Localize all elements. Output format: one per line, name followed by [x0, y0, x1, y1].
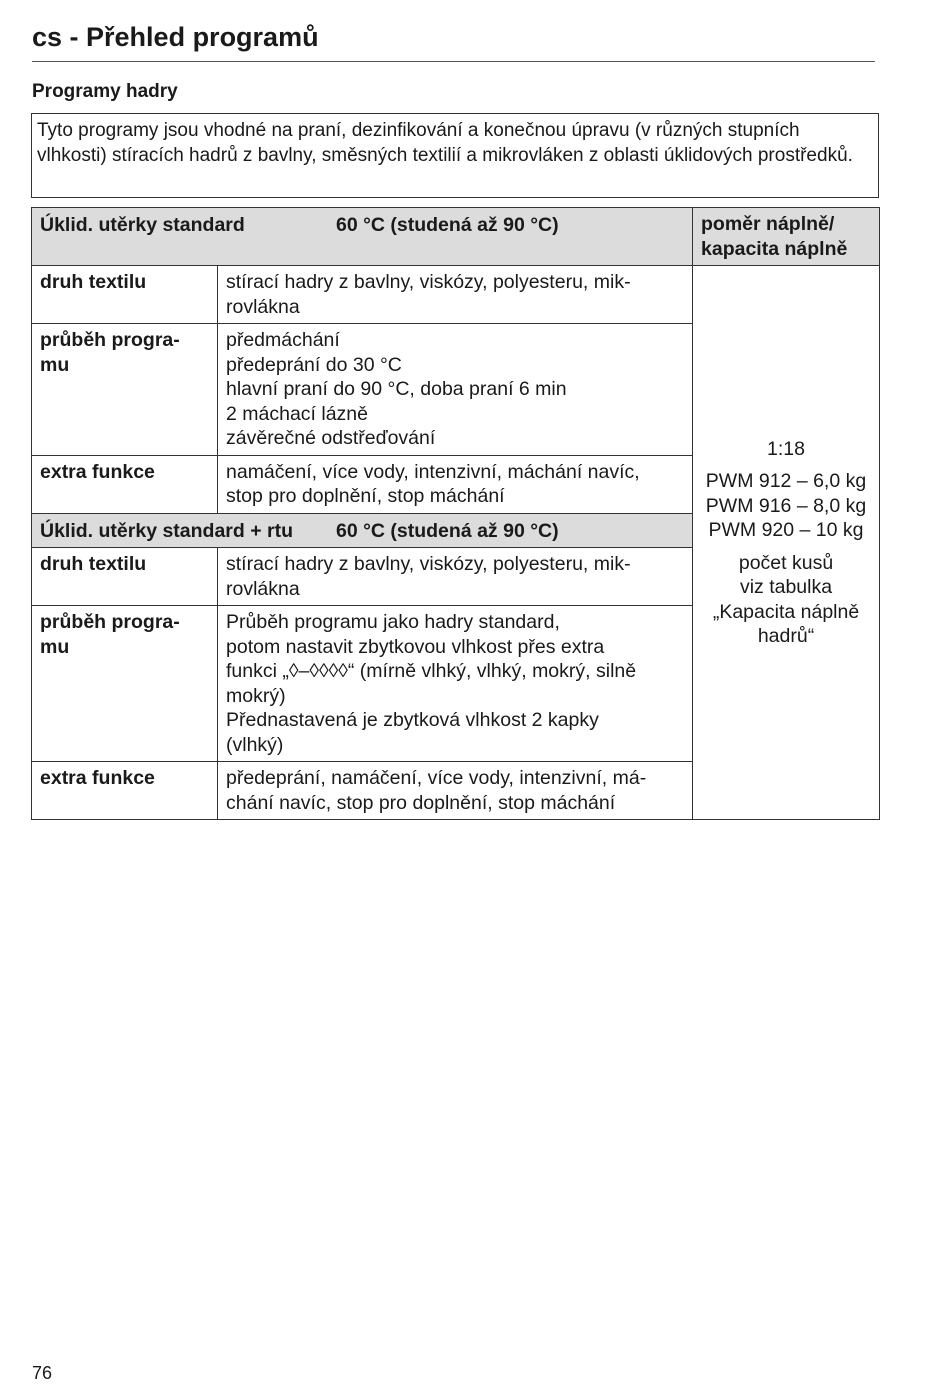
- row-label: extra funkce: [32, 762, 218, 820]
- value-line: potom nastavit zbytkovou vlhkost přes extra: [226, 635, 605, 658]
- capacity-header-cell: [693, 208, 880, 266]
- value-line: rovlákna: [226, 577, 300, 600]
- program-name: Úklid. utěrky standard + rtu: [40, 519, 294, 542]
- value-line: rovlákna: [226, 295, 300, 318]
- value-line: (vlhký): [226, 733, 284, 756]
- note-line: viz tabulka: [739, 576, 833, 598]
- row-value: [218, 548, 693, 606]
- row-value: [218, 324, 693, 456]
- value-line: předmáchání: [226, 329, 340, 351]
- value-line: mokrý): [226, 684, 286, 707]
- title-divider: [32, 61, 875, 62]
- value-line: Průběh programu jako hadry standard,: [226, 611, 560, 633]
- note-line: počet kusů: [738, 551, 834, 574]
- label-line: mu: [40, 353, 70, 376]
- capacity-header-line: poměr náplně/: [701, 213, 835, 235]
- table-row: [32, 266, 880, 324]
- program-temperature: 60 °C (studená až 90 °C): [336, 214, 559, 236]
- program-header-row: [32, 208, 880, 266]
- label-line: mu: [40, 635, 70, 658]
- program-header-cell: [32, 513, 693, 548]
- program-header-cell: [32, 208, 693, 266]
- load-ratio: 1:18: [767, 437, 805, 460]
- value-line: předeprání do 30 °C: [226, 353, 402, 376]
- value-line: závěrečné odstřeďování: [226, 427, 436, 449]
- value-line: 2 máchací lázně: [226, 402, 368, 425]
- row-label: druh textilu: [32, 266, 218, 324]
- capacity-header-line: kapacita náplně: [701, 237, 848, 260]
- program-temperature: 60 °C (studená až 90 °C): [336, 519, 559, 542]
- value-line: stop pro doplnění, stop máchání: [226, 485, 505, 507]
- value-line: hlavní praní do 90 °C, doba praní 6 min: [226, 378, 567, 400]
- page-title: cs - Přehled programů: [32, 22, 319, 52]
- row-label: extra funkce: [32, 455, 218, 513]
- value-line: chání navíc, stop pro doplnění, stop máchání: [226, 791, 616, 814]
- row-value: [218, 266, 693, 324]
- page-number: 76: [32, 1363, 53, 1383]
- value-line: stírací hadry z bavlny, viskózy, polyesteru, mik-: [226, 553, 631, 575]
- value-line: funkci „◊–◊◊◊◊“ (mírně vlhký, vlhký, mokrý, silně: [226, 660, 637, 682]
- label-line: průběh progra-: [40, 611, 180, 633]
- value-line: Přednastavená je zbytková vlhkost 2 kapky: [226, 709, 599, 731]
- row-label: [32, 606, 218, 762]
- note-line: „Kapacita náplně: [712, 600, 860, 623]
- capacity-item: PWM 920 – 10 kg: [708, 519, 864, 541]
- row-label: druh textilu: [32, 548, 218, 606]
- capacity-note: [697, 551, 875, 649]
- program-name: Úklid. utěrky standard: [40, 214, 245, 236]
- intro-text: Tyto programy jsou vhodné na praní, dezinfikování a konečnou úpravu (v různých stupních vlhkosti) stíracích hadrů z bavlny, směsných textilií a mikrovláken z oblasti úklidových prostředků.: [37, 120, 853, 166]
- value-line: stírací hadry z bavlny, viskózy, polyesteru, mik-: [226, 271, 631, 293]
- value-line: namáčení, více vody, intenzivní, máchání navíc,: [226, 460, 640, 483]
- program-table: [31, 207, 880, 820]
- intro-box: [31, 113, 879, 198]
- note-line: hadrů“: [757, 625, 815, 647]
- value-line: předeprání, namáčení, více vody, intenzivní, má-: [226, 767, 647, 789]
- label-line: průběh progra-: [40, 329, 180, 351]
- capacity-item: PWM 916 – 8,0 kg: [705, 494, 867, 517]
- row-label: [32, 324, 218, 456]
- capacity-list: [697, 469, 875, 543]
- row-value: [218, 606, 693, 762]
- row-value: [218, 455, 693, 513]
- section-title: Programy hadry: [32, 81, 178, 102]
- row-value: [218, 762, 693, 820]
- capacity-item: PWM 912 – 6,0 kg: [705, 470, 867, 492]
- capacity-cell: [693, 266, 880, 820]
